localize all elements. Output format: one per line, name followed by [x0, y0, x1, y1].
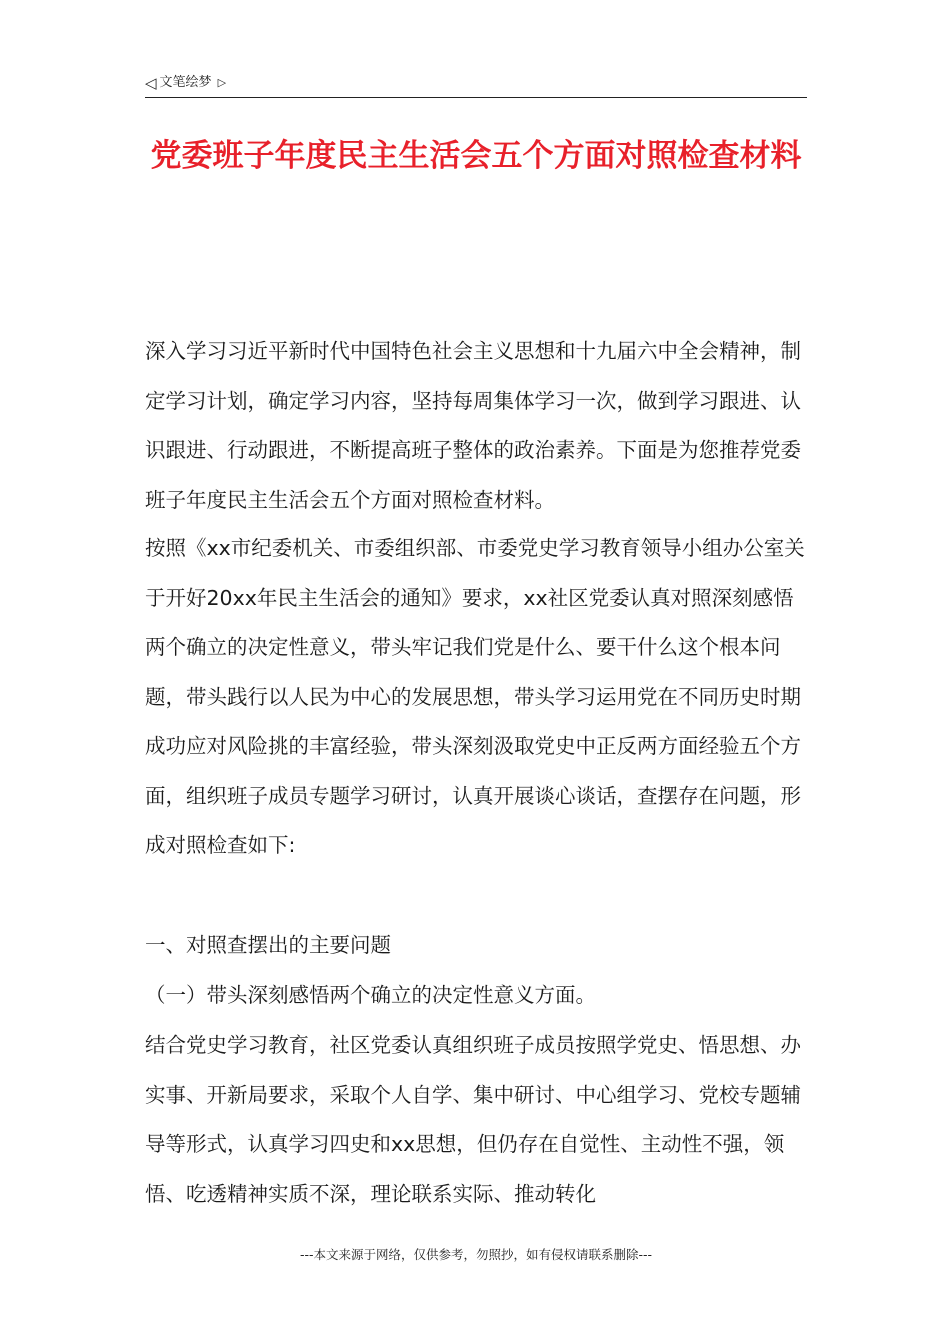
document-title: 党委班子年度民主生活会五个方面对照检查材料: [150, 138, 802, 174]
intro-paragraph: 深入学习习近平新时代中国特色社会主义思想和十九届六中全会精神，制定学习计划，确定学习内容，坚持每周集体学习一次，做到学习跟进、认识跟进、行动跟进，不断提高班子整体的政治素养。下面是为您推荐党委班子年度民主生活会五个方面对照检查材料。: [145, 339, 801, 512]
page-header: [145, 72, 807, 98]
header-brand: [145, 74, 226, 93]
triangle-left-icon: ◁: [145, 74, 157, 92]
subsection-heading: （一）带头深刻感悟两个确立的决定性意义方面。: [145, 983, 596, 1007]
body-paragraph: 按照《xx市纪委机关、市委组织部、市委党史学习教育领导小组办公室关于开好20xx年民主生活会的通知》要求，xx社区党委认真对照深刻感悟两个确立的决定性意义，带头牢记我们党是什么、要干什么这个根本问题，带头践行以人民为中心的发展思想，带头学习运用党在不同历史时期成功应对风险挑的丰富经验，带头深刻汲取党史中正反两方面经验五个方面，组织班子成员专题学习研讨，认真开展谈心谈话，查摆存在问题，形成对照检查如下:: [145, 536, 805, 857]
section-body-paragraph: 结合党史学习教育，社区党委认真组织班子成员按照学党史、悟思想、办实事、开新局要求，采取个人自学、集中研讨、中心组学习、党校专题辅导等形式，认真学习四史和xx思想，但仍存在自觉性、主动性不强，领悟、吃透精神实质不深，理论联系实际、推动转化: [145, 1033, 801, 1206]
triangle-right-icon: ▷: [217, 76, 227, 89]
brand-text: 文笔绘梦: [159, 75, 212, 90]
section-heading: 一、对照查摆出的主要问题: [145, 933, 391, 957]
footer-notice: ---本文来源于网络，仅供参考，勿照抄，如有侵权请联系删除---: [299, 1247, 653, 1262]
